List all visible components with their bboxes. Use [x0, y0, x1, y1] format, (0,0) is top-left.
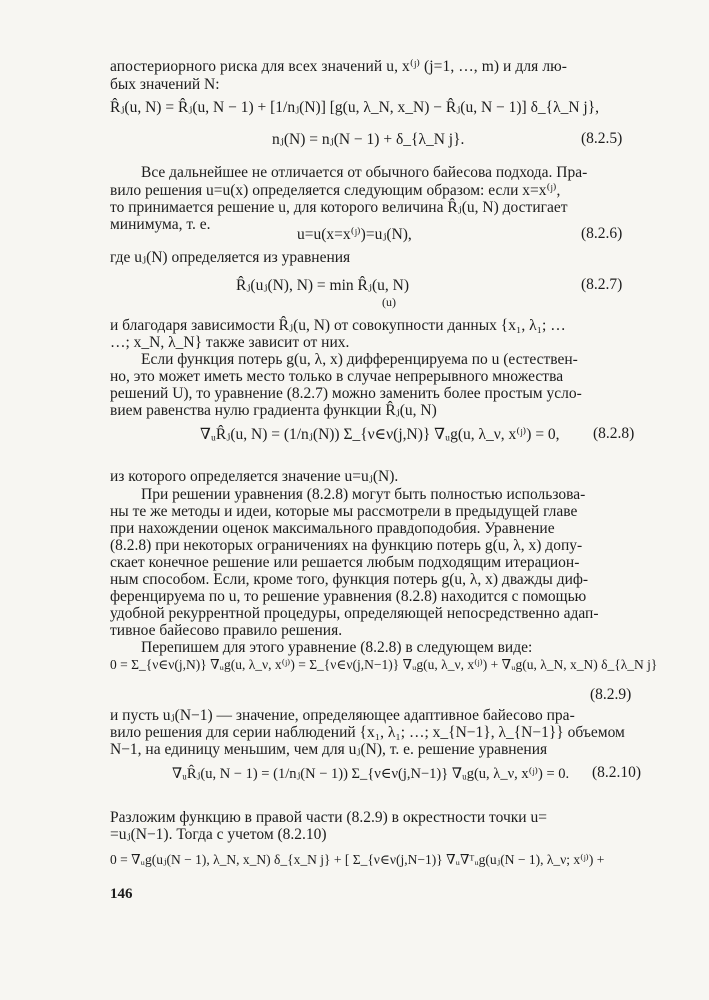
page-number: 146: [110, 886, 133, 902]
text-line: и пусть uⱼ(N−1) — значение, определяющее адаптивное байесово пра-: [110, 707, 575, 724]
text-line: но, это может иметь место только в случае непрерывного множества: [110, 368, 564, 385]
text-line: (8.2.8) при некоторых ограничениях на функцию потерь g(u, λ, x) допу-: [110, 537, 583, 554]
text-line: Все дальнейшее не отличается от обычного байесова подхода. Пра-: [141, 164, 588, 181]
text-line: При решении уравнения (8.2.8) могут быть полностью использова-: [141, 486, 586, 503]
text-line: вием равенства нулю градиента функции R̂ⱼ(u, N): [110, 402, 437, 419]
equation: R̂ⱼ(uⱼ(N), N) = min R̂ⱼ(u, N): [236, 277, 409, 294]
text-line: бых значений N:: [110, 76, 220, 93]
equation-number: (8.2.5): [581, 130, 623, 147]
equation: 0 = ∇ᵤg(uⱼ(N − 1), λ_N, x_N) δ_{x_N j} + [ Σ_{ν∈ν(j,N−1)} ∇ᵤ∇ᵀᵤg(uⱼ(N − 1), λ_ν; x⁽ʲ⁾) +: [110, 852, 605, 867]
equation-subscript: (u): [382, 295, 396, 309]
text-line: ференцируема по u, то решение уравнения (8.2.8) находится с помощью: [110, 588, 587, 605]
equation-number: (8.2.8): [593, 425, 635, 442]
text-line: где uⱼ(N) определяется из уравнения: [110, 249, 351, 266]
text-line: минимума, т. е.: [110, 216, 211, 233]
equation: u=u(x=x⁽ʲ⁾)=uⱼ(N),: [297, 226, 412, 243]
equation-number: (8.2.6): [581, 225, 623, 242]
equation-number: (8.2.9): [590, 686, 632, 703]
text-line: решений U), то уравнение (8.2.7) можно заменить более простым усло-: [110, 385, 582, 402]
equation: 0 = Σ_{ν∈ν(j,N)} ∇ᵤg(u, λ_ν, x⁽ʲ⁾) = Σ_{ν∈ν(j,N−1)} ∇ᵤg(u, λ_ν, x⁽ʲ⁾) + ∇ᵤg(u, λ_N, x_N) δ_{λ_N j}: [110, 657, 658, 672]
text-line: то принимается решение u, для которого величина R̂ⱼ(u, N) достигает: [110, 199, 568, 216]
equation: ∇ᵤR̂ⱼ(u, N) = (1/nⱼ(N)) Σ_{ν∈ν(j,N)} ∇ᵤg(u, λ_ν, x⁽ʲ⁾) = 0,: [200, 426, 560, 443]
text-line: вило решения u=u(x) определяется следующим образом: если x=x⁽ʲ⁾,: [110, 182, 561, 199]
text-line: апостериорного риска для всех значений u, x⁽ʲ⁾ (j=1, …, m) и для лю-: [110, 58, 568, 75]
text-line: =uⱼ(N−1). Тогда с учетом (8.2.10): [110, 826, 327, 843]
text-line: N−1, на единицу меньшим, чем для uⱼ(N), т. е. решение уравнения: [110, 741, 548, 758]
text-line: скает конечное решение или решается любым подходящим итерацион-: [110, 554, 580, 571]
text-line: при нахождении оценок максимального правдоподобия. Уравнение: [110, 520, 555, 537]
equation-number: (8.2.7): [581, 276, 623, 293]
text-line: Разложим функцию в правой части (8.2.9) в окрестности точки u=: [110, 809, 547, 826]
text-line: …; x_N, λ_N} также зависит от них.: [110, 334, 350, 351]
text-line: из которого определяется значение u=uⱼ(N).: [110, 468, 399, 485]
text-line: и благодаря зависимости R̂ⱼ(u, N) от совокупности данных {x₁, λ₁; …: [110, 317, 566, 334]
equation: nⱼ(N) = nⱼ(N − 1) + δ_{λ_N j}.: [272, 131, 465, 148]
equation: ∇ᵤR̂ⱼ(u, N − 1) = (1/nⱼ(N − 1)) Σ_{ν∈ν(j,N−1)} ∇ᵤg(u, λ_ν, x⁽ʲ⁾) = 0.: [172, 766, 570, 782]
text-line: ным способом. Если, кроме того, функция потерь g(u, λ, x) дважды диф-: [110, 571, 589, 588]
text-line: вило решения для серии наблюдений {x₁, λ₁; …; x_{N−1}, λ_{N−1}} объемом: [110, 724, 625, 741]
text-line: ны те же методы и идеи, которые мы рассмотрели в предыдущей главе: [110, 503, 578, 520]
text-line: тивное байесово правило решения.: [110, 622, 343, 639]
equation: R̂ⱼ(u, N) = R̂ⱼ(u, N − 1) + [1/nⱼ(N)] [g(u, λ_N, x_N) − R̂ⱼ(u, N − 1)] δ_{λ_N j},: [110, 99, 600, 116]
text-line: Если функция потерь g(u, λ, x) дифференцируема по u (естествен-: [141, 351, 578, 368]
text-line: Перепишем для этого уравнение (8.2.8) в следующем виде:: [141, 639, 533, 656]
equation-number: (8.2.10): [592, 764, 642, 781]
text-line: удобной рекуррентной процедуры, определяющей непосредственно адап-: [110, 605, 599, 622]
